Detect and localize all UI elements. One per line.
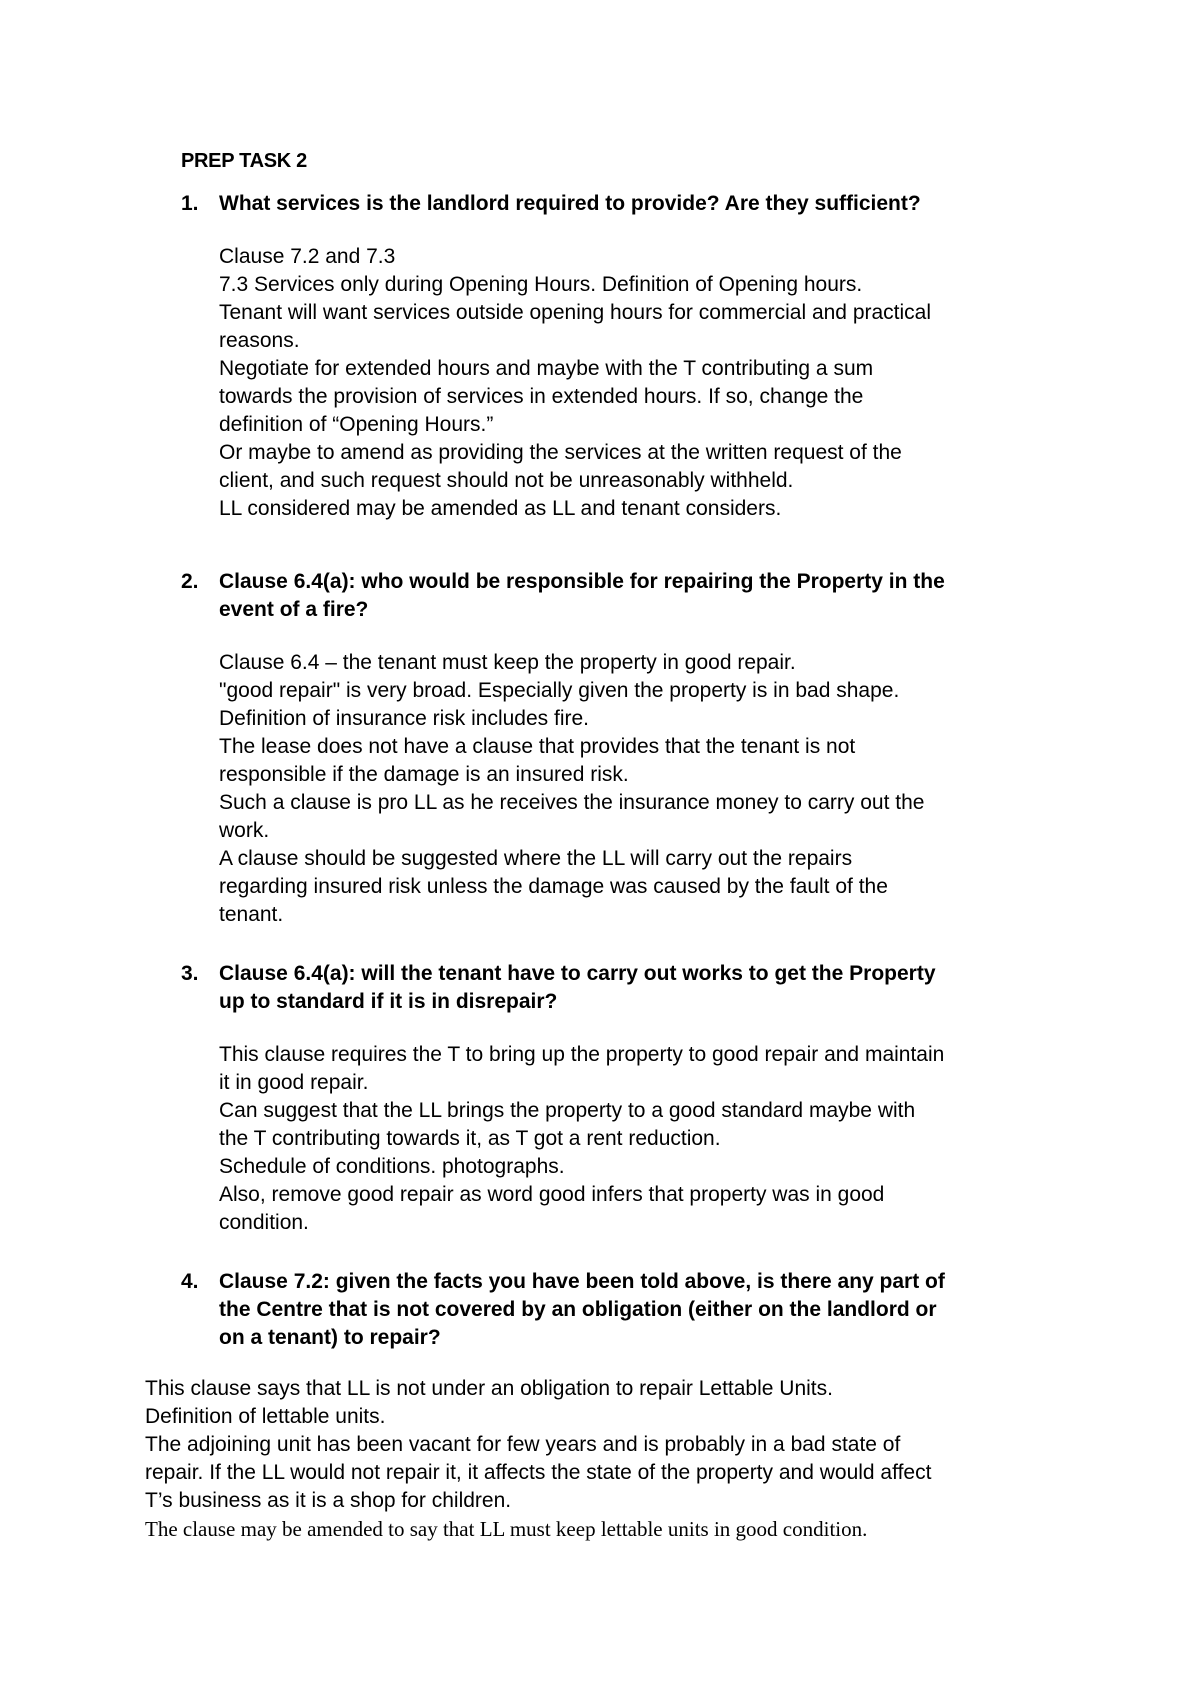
answer-line: Clause 6.4 – the tenant must keep the property in good repair. bbox=[219, 651, 796, 674]
answer-line: Such a clause is pro LL as he receives the insurance money to carry out the bbox=[219, 791, 925, 814]
answer-line: client, and such request should not be unreasonably withheld. bbox=[219, 469, 794, 492]
answer-line: Or maybe to amend as providing the services at the written request of the bbox=[219, 441, 902, 464]
answer-line: Tenant will want services outside opening hours for commercial and practical bbox=[219, 301, 932, 324]
question-text bbox=[219, 568, 1081, 624]
answer-block bbox=[219, 1041, 1081, 1237]
answer-line: Schedule of conditions. photographs. bbox=[219, 1155, 565, 1178]
answer-line: The lease does not have a clause that provides that the tenant is not bbox=[219, 735, 856, 758]
answer-line: towards the provision of services in extended hours. If so, change the bbox=[219, 385, 864, 408]
question-number: 1. bbox=[181, 192, 199, 215]
answer-line: A clause should be suggested where the LL will carry out the repairs bbox=[219, 847, 853, 870]
question-line: Clause 7.2: given the facts you have been told above, is there any part of bbox=[219, 1270, 945, 1293]
answer-line: work. bbox=[219, 819, 270, 842]
answer-line: This clause says that LL is not under an obligation to repair Lettable Units. bbox=[145, 1377, 833, 1400]
question-text bbox=[219, 190, 1081, 218]
answer-line: T’s business as it is a shop for children. bbox=[145, 1489, 512, 1512]
answer-line: reasons. bbox=[219, 329, 300, 352]
question-line: the Centre that is not covered by an obligation (either on the landlord or bbox=[219, 1298, 937, 1321]
answer-line: "good repair" is very broad. Especially given the property is in bad shape. bbox=[219, 679, 900, 702]
question-number: 4. bbox=[181, 1270, 199, 1293]
answer-line: 7.3 Services only during Opening Hours. Definition of Opening hours. bbox=[219, 273, 863, 296]
answer-block bbox=[219, 649, 1081, 929]
question-line: Clause 6.4(a): who would be responsible for repairing the Property in the bbox=[219, 570, 945, 593]
answer-line: The adjoining unit has been vacant for few years and is probably in a bad state of bbox=[145, 1433, 901, 1456]
page-title: PREP TASK 2 bbox=[181, 150, 307, 172]
question-line: event of a fire? bbox=[219, 598, 369, 621]
answer-line: Definition of insurance risk includes fire. bbox=[219, 707, 590, 730]
question-4 bbox=[181, 1268, 1081, 1352]
question-1 bbox=[181, 190, 1081, 523]
question-line: Clause 6.4(a): will the tenant have to carry out works to get the Property bbox=[219, 962, 936, 985]
answer-line: LL considered may be amended as LL and tenant considers. bbox=[219, 497, 782, 520]
question-line: up to standard if it is in disrepair? bbox=[219, 990, 558, 1013]
answer-line: definition of “Opening Hours.” bbox=[219, 413, 494, 436]
question-line: on a tenant) to repair? bbox=[219, 1326, 441, 1349]
final-answer-block bbox=[145, 1375, 1095, 1543]
question-line: What services is the landlord required to provide? Are they sufficient? bbox=[219, 192, 921, 215]
question-number: 2. bbox=[181, 570, 199, 593]
answer-line: Definition of lettable units. bbox=[145, 1405, 386, 1428]
question-2 bbox=[181, 568, 1081, 929]
answer-line: Also, remove good repair as word good infers that property was in good bbox=[219, 1183, 885, 1206]
question-number: 3. bbox=[181, 962, 199, 985]
answer-line: the T contributing towards it, as T got a rent reduction. bbox=[219, 1127, 721, 1150]
answer-line: Negotiate for extended hours and maybe with the T contributing a sum bbox=[219, 357, 874, 380]
question-text bbox=[219, 960, 1081, 1016]
answer-line: tenant. bbox=[219, 903, 284, 926]
question-3 bbox=[181, 960, 1081, 1237]
answer-line: Clause 7.2 and 7.3 bbox=[219, 245, 396, 268]
answer-line-serif: The clause may be amended to say that LL must keep lettable units in good condition. bbox=[145, 1517, 868, 1541]
answer-block bbox=[219, 243, 1081, 523]
answer-line: responsible if the damage is an insured risk. bbox=[219, 763, 629, 786]
answer-line: regarding insured risk unless the damage was caused by the fault of the bbox=[219, 875, 888, 898]
answer-line: it in good repair. bbox=[219, 1071, 369, 1094]
answer-line: condition. bbox=[219, 1211, 309, 1234]
question-text bbox=[219, 1268, 1081, 1352]
answer-line: This clause requires the T to bring up the property to good repair and maintain bbox=[219, 1043, 945, 1066]
answer-line: repair. If the LL would not repair it, it affects the state of the property and would affect bbox=[145, 1461, 932, 1484]
answer-line: Can suggest that the LL brings the property to a good standard maybe with bbox=[219, 1099, 916, 1122]
